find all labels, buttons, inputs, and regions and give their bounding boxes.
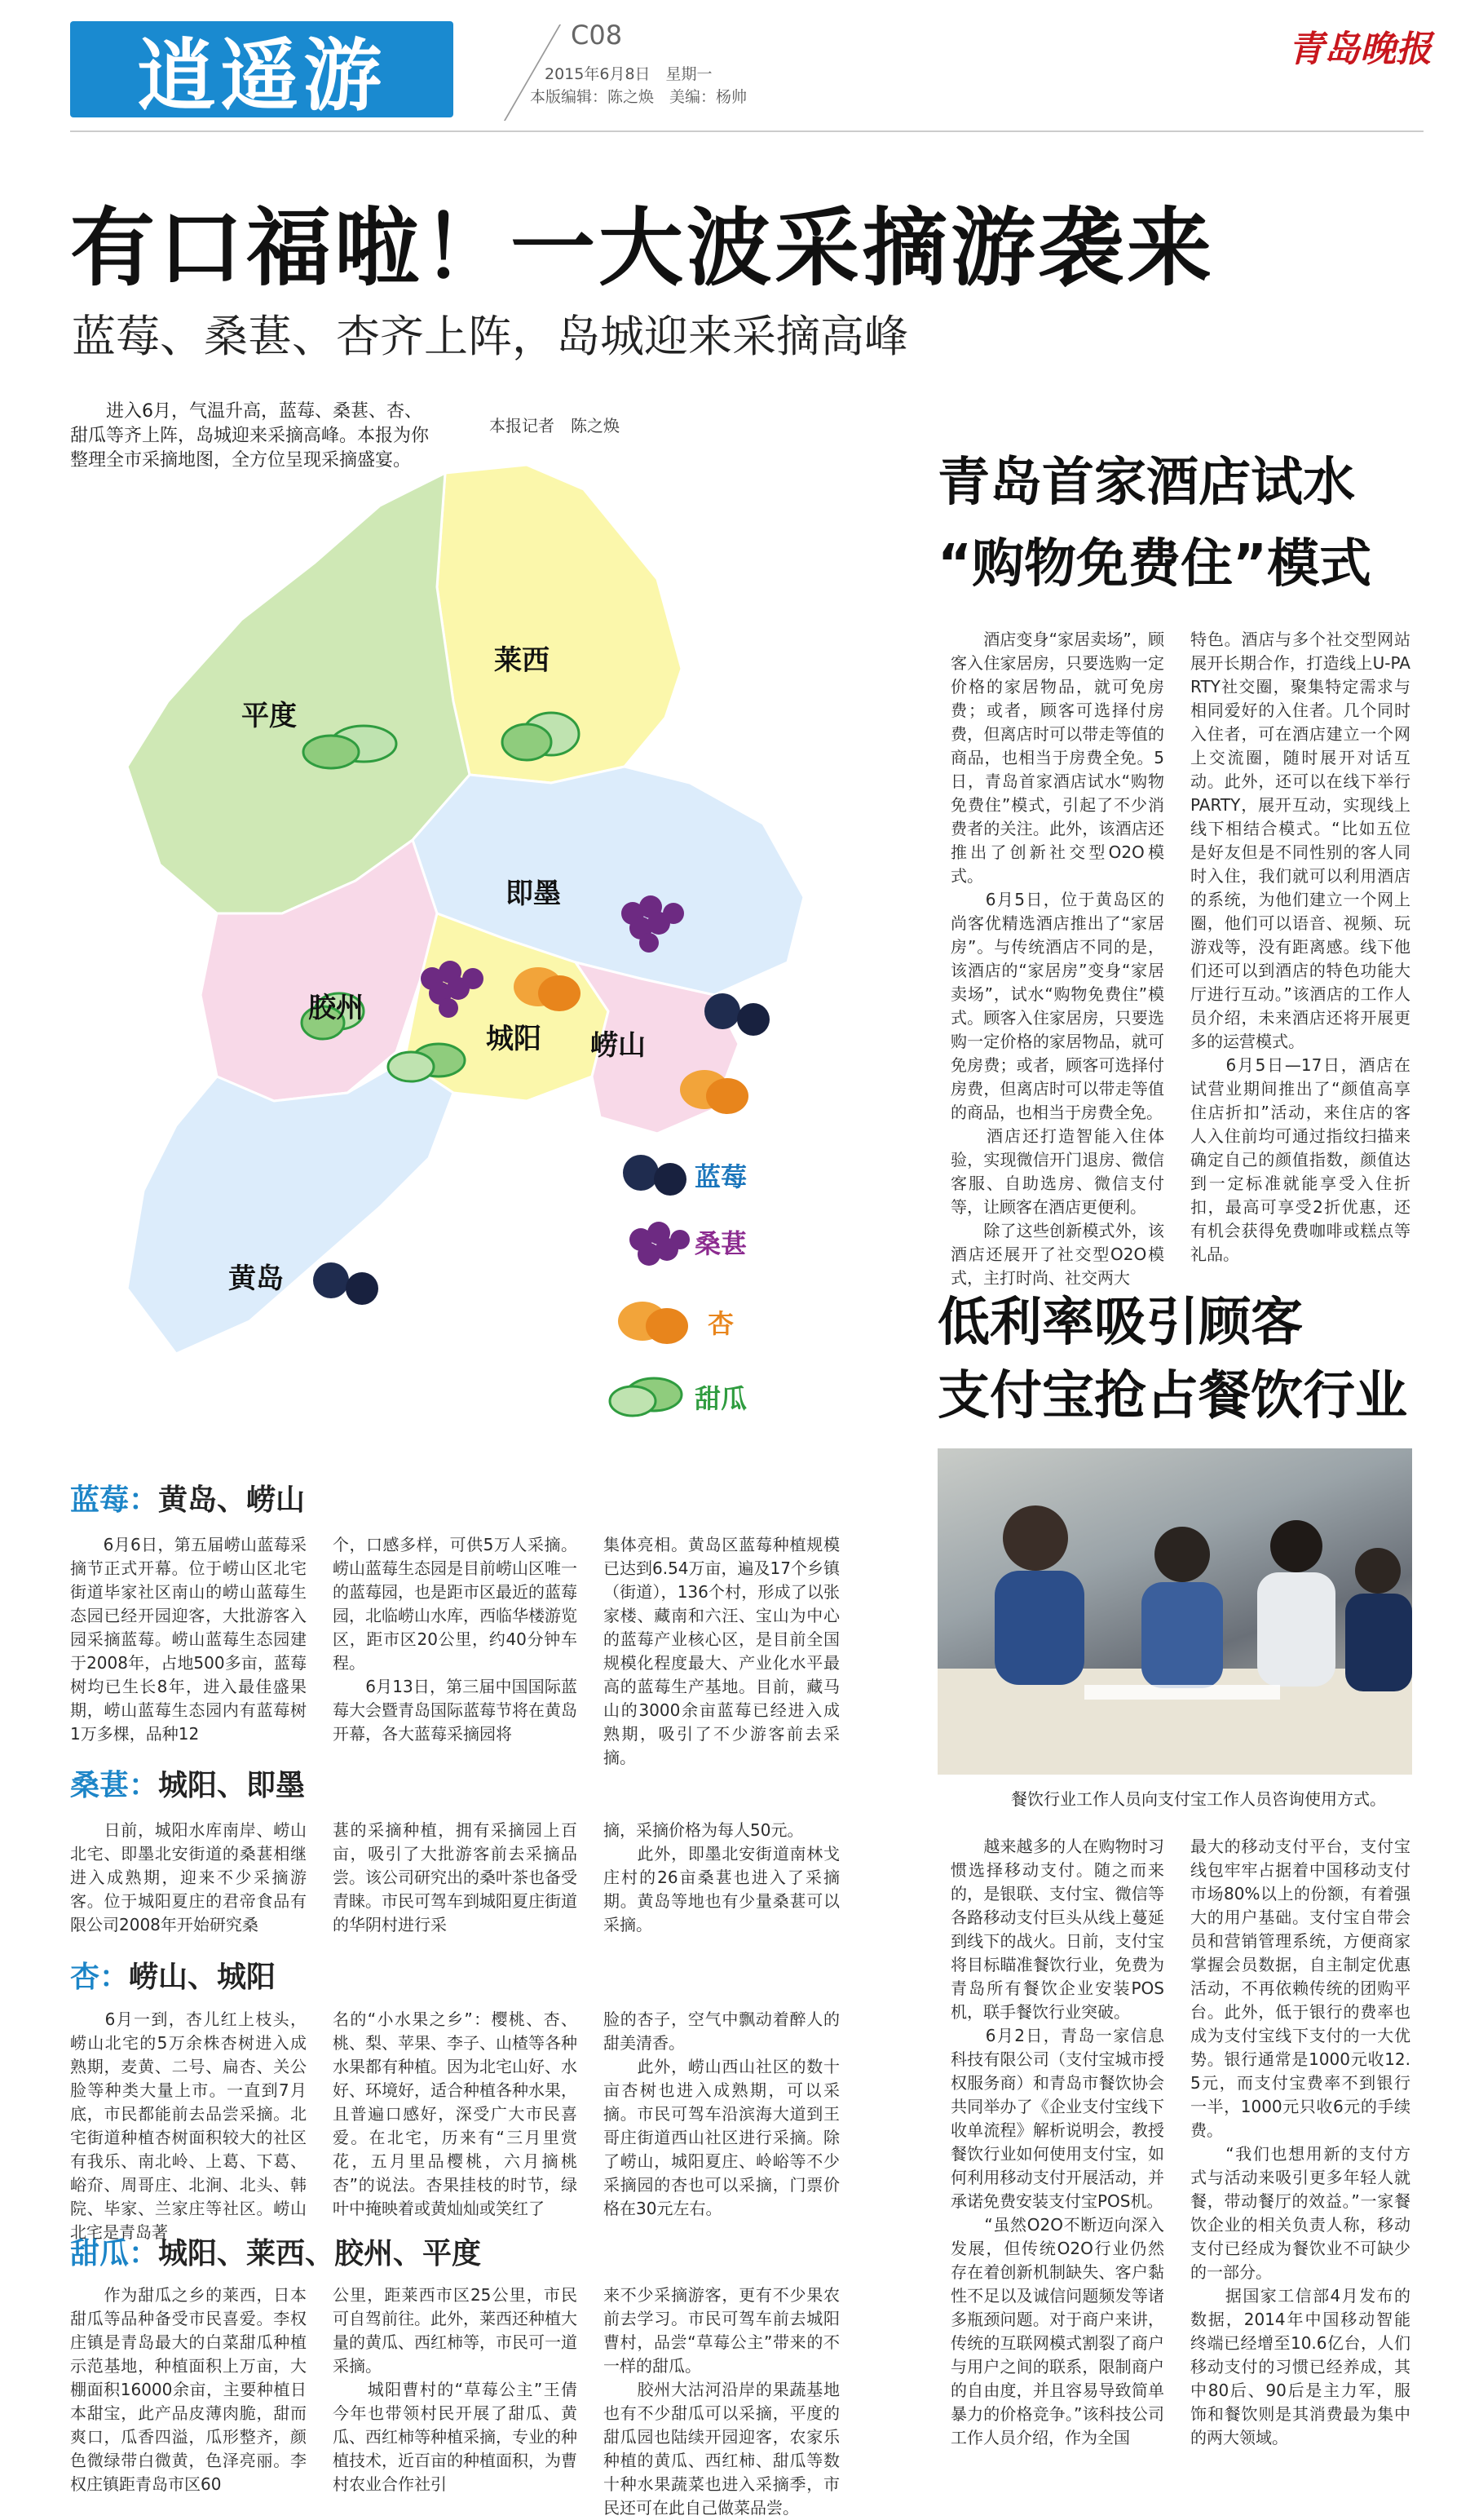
map-label-chengyang: 城阳 [486, 1023, 541, 1055]
section-blueberry-col3: 集体亮相。黄岛区蓝莓种植规模已达到6.54万亩，遍及17个乡镇（街道），136个村，形成了以张家楼、藏南和六汪、宝山为中心的蓝莓产业核心区，是目前全国规模化程度最大、产业化水平最高的蓝莓生产基地。目前，藏马山的3000余亩蓝莓已经进入成熟期，吸引了不少游客前去采摘。 [603, 1535, 840, 1767]
section-melon-col2: 公里，距莱西市区25公里，市民可自驾前往。此外，莱西还种植大量的黄瓜、西红柿等，市民可一道采摘。 城阳曹村的“草莓公主”王倩今年也带领村民开展了甜瓜、黄瓜、西红柿等种植采摘，专业的种植技术，近百亩的种植面积，为曹村农业合作社引 [333, 2285, 577, 2494]
legend-label-melon: 甜瓜 [695, 1383, 748, 1414]
map-label-huangdao: 黄岛 [228, 1262, 284, 1295]
map-icon-blueberry-huangdao [313, 1262, 378, 1305]
alipay-article-col2: 最大的移动支付平台，支付宝线包牢牢占据着中国移动支付市场80%以上的份额，有着强大的用户基础。支付宝自带会员和营销管理系统，方便商家掌握会员数据，自主制定优惠活动，不再依赖传统的团购平台。此外，低于银行的费率也成为支付宝线下支付的一大优势。银行通常是1000元收12.5元，而支付宝费率不到银行一半，1000元只收6元的手续费。 “我们也想用新的支付方式与活动来吸引更多年轻人就餐，带动餐厅的效益。”一家餐饮企业的相关负责人称，移动支付已经成为餐饮业不可缺少的一部分。 据国家工信部4月发布的数据，2014年中国移动智能终端已经增至10.6亿台，人们移动支付的习惯已经养成，其中80后、90后是主力军，服饰和餐饮则是其消费最为集中的两大领域。 [1190, 1837, 1410, 2447]
legend-icon-mulberry [629, 1222, 690, 1266]
section-mulberry-col1: 日前，城阳水库南岸、崂山北宅、即墨北安街道的桑葚相继进入成熟期，迎来不少采摘游客。位于城阳夏庄的君帝食品有限公司2008年开始研究桑 [70, 1820, 307, 1934]
section-mulberry-col3: 摘，采摘价格为每人50元。 此外，即墨北安街道南林戈庄村的26亩桑葚也进入了采摘期。黄岛等地也有少量桑葚可以采摘。 [603, 1820, 840, 1934]
section-blueberry-col1: 6月6日，第五届崂山蓝莓采摘节正式开幕。位于崂山区北宅街道毕家社区南山的崂山蓝莓生态园已经开园迎客，大批游客入园采摘蓝莓。崂山蓝莓生态园建于2008年，占地500多亩，蓝莓树均已生长8年，进入最佳盛果期，崂山蓝莓生态园内有蓝莓树1万多棵，品种12 [70, 1535, 307, 1744]
map-label-laixi: 莱西 [494, 644, 550, 677]
section-melon-col1: 作为甜瓜之乡的莱西，日本甜瓜等品种备受市民喜爱。李权庄镇是青岛最大的白菜甜瓜种植示范基地，种植面积上万亩，大棚面积16000余亩，主要种植日本甜宝，此产品皮薄肉脆，甜而爽口，瓜香四溢，瓜形整齐，颜色微绿带白微黄，色泽亮丽。李权庄镇距青岛市区60 [70, 2285, 307, 2494]
column-logo [70, 21, 453, 122]
section-value: 城阳、莱西、胶州、平度 [158, 2236, 482, 2270]
paper-name: 青岛晚报 [1288, 29, 1432, 70]
editors: 本版编辑：陈之焕 美编：杨帅 [530, 88, 748, 106]
section-value: 城阳、即墨 [158, 1768, 306, 1802]
article-photo [938, 1448, 1412, 1775]
legend-icon-blueberry [623, 1155, 686, 1196]
page-number: C08 [571, 20, 623, 51]
section-key: 甜瓜： [70, 2236, 159, 2270]
byline: 本报记者 陈之焕 [489, 416, 620, 435]
section-apricot-col3: 脸的杏子，空气中飘动着醉人的甜美清香。 此外，崂山西山社区的数十亩杏树也进入成熟期，可以采摘。市民可驾车沿滨海大道到王哥庄街道西山社区进行采摘。除了崂山，城阳夏庄、岭峪等不少采摘园的杏也可以采摘，门票价格在30元左右。 [603, 2009, 840, 2218]
legend-icon-melon [610, 1378, 682, 1416]
section-title-mulberry [70, 1762, 305, 1804]
legend-label-blueberry: 蓝莓 [695, 1161, 748, 1192]
map-label-pingdu: 平度 [241, 700, 297, 732]
map-label-laoshan: 崂山 [590, 1029, 646, 1062]
section-value: 黄岛、崂山 [158, 1483, 306, 1517]
header-rule [70, 130, 1424, 132]
section-apricot-col2: 名的“小水果之乡”：樱桃、杏、桃、梨、苹果、李子、山楂等各种水果都有种植。因为北宅山好、水好、环境好，适合种植各种水果，且普遍口感好，深受广大市民喜爱。在北宅，历来有“三月里赏花，五月里品樱桃，六月摘桃杏”的说法。杏果挂枝的时节，绿叶中掩映着或黄灿灿或笑红了 [333, 2009, 577, 2218]
legend-label-apricot: 杏 [708, 1308, 735, 1339]
hotel-article-col2: 特色。酒店与多个社交型网站展开长期合作，打造线上U-PARTY社交圈，聚集特定需求与相同爱好的入住者。几个同时入住者，可在酒店建立一个网上交流圈，随时展开对话互动。此外，还可以在线下举行PARTY，展开互动，实现线上线下相结合模式。“比如五位是好友但是不同性别的客人同时入住，我们就可以利用酒店的系统，为他们建立一个网上圈，他们可以语音、视频、玩游戏等，没有距离感。线下他们还可以到酒店的特色功能大厅进行互动。”该酒店的工作人员介绍，未来酒店还将开展更多的运营模式。 6月5日—17日，酒店在试营业期间推出了“颜值高享住店折扣”活动，来住店的客人入住前均可通过指纹扫描来确定自己的颜值指数，颜值达到一定标准就能享受入住折扣，最高可享受2折优惠，还有机会获得免费咖啡或糕点等礼品。 [1190, 630, 1410, 1264]
section-key: 杏： [70, 1960, 130, 1994]
map-region-huangdao [127, 1060, 453, 1354]
hotel-article-title-line1: 青岛首家酒店试水 [938, 453, 1355, 513]
hotel-article-title-line2: “购物免费住”模式 [938, 534, 1372, 595]
legend-label-mulberry: 桑葚 [695, 1228, 748, 1259]
section-key: 桑葚： [70, 1768, 159, 1802]
map-label-jiaozhou: 胶州 [308, 992, 364, 1024]
section-mulberry-col2: 葚的采摘种植，拥有采摘园上百亩，吸引了大批游客前去采摘品尝。该公司研究出的桑叶茶也备受青睐。市民可驾车到城阳夏庄街道的华阴村进行采 [333, 1820, 577, 1934]
section-title-blueberry [70, 1476, 305, 1519]
section-key: 蓝莓： [70, 1483, 159, 1517]
main-headline: 有口福啦！一大波采摘游袭来 [70, 198, 1216, 298]
section-melon-col3: 来不少采摘游客，更有不少果农前去学习。市民可驾车前去城阳曹村，品尝“草莓公主”带来的不一样的甜瓜。 胶州大沽河沿岸的果蔬基地也有不少甜瓜可以采摘，平度的甜瓜园也陆续开园迎客，农家乐种植的黄瓜、西红柿、甜瓜等数十种水果蔬菜也进入采摘季，市民还可在此自己做菜品尝。 [603, 2285, 840, 2518]
column-name: 逍遥游 [137, 29, 386, 122]
section-apricot-col1: 6月一到，杏儿红上枝头，崂山北宅的5万余株杏树进入成熟期，麦黄、二号、扁杏、关公脸等种类大量上市。一直到7月底，市民都能前去品尝采摘。北宅街道种植杏树面积较大的社区有我乐、南北岭、上葛、下葛、峪夼、周哥庄、北涧、北头、韩院、毕家、兰家庄等社区。崂山北宅是青岛著 [70, 2009, 307, 2242]
photo-people-illustration [938, 1448, 1412, 1775]
picking-map [70, 457, 942, 1435]
section-title-apricot [70, 1953, 276, 1996]
issue-date: 2015年6月8日 星期一 [545, 65, 713, 83]
hotel-article-col1: 酒店变身“家居卖场”，顾客入住家居房，只要选购一定价格的家居物品，就可免房费；或者，顾客可选择付房费，但离店时可以带走等值的商品，也相当于房费全免。5日，青岛首家酒店试水“购物免费住”模式，引起了不少消费者的关注。此外，该酒店还推出了创新社交型O2O模式。 6月5日，位于黄岛区的尚客优精选酒店推出了“家居房”。与传统酒店不同的是，该酒店的“家居房”变身“家居卖场”，试水“购物免费住”模式。顾客入住家居房，只要选购一定价格的家居物品，就可免房费；或者，顾客可选择付房费，但离店时可以带走等值的商品，也相当于房费全免。 酒店还打造智能入住体验，实现微信开门退房、微信客服、自助选房、微信支付等，让顾客在酒店更便利。 除了这些创新模式外，该酒店还展开了社交型O2O模式，主打时尚、社交两大 [951, 630, 1164, 1288]
section-title-melon [70, 2230, 481, 2272]
map-label-jimo: 即墨 [505, 878, 561, 910]
section-value: 崂山、城阳 [129, 1960, 276, 1994]
alipay-article-col1: 越来越多的人在购物时习惯选择移动支付。随之而来的，是银联、支付宝、微信等各路移动支付巨头从线上蔓延到线下的战火。日前，支付宝将目标瞄准餐饮行业，免费为青岛所有餐饮企业安装POS机，联手餐饮行业突破。 6月2日，青岛一家信息科技有限公司（支付宝城市授权服务商）和青岛市餐饮协会共同举办了《企业支付宝线下收单流程》解析说明会，教授餐饮行业如何使用支付宝，如何利用移动支付开展活动，并承诺免费安装支付宝POS机。 “虽然O2O不断迈向深入发展，但传统O2O行业仍然存在着创新机制缺失、客户黏性不足以及诚信问题频发等诸多瓶颈问题。对于商户来讲，传统的互联网模式割裂了商户与用户之间的联系，限制商户的自由度，并且容易导致简单暴力的价格竞争。”该科技公司工作人员介绍，作为全国 [951, 1837, 1164, 2447]
alipay-article-title-line1: 低利率吸引顾客 [938, 1293, 1303, 1353]
section-blueberry-col2: 个，口感多样，可供5万人采摘。崂山蓝莓生态园是目前崂山区唯一的蓝莓园，也是距市区最近的蓝莓园，北临崂山水库，西临华楼游览区，距市区20公里，约40分钟车程。 6月13日，第三届中国国际蓝莓大会暨青岛国际蓝莓节将在黄岛开幕，各大蓝莓采摘园将 [333, 1535, 577, 1744]
sub-headline: 蓝莓、桑葚、杏齐上阵，岛城迎来采摘高峰 [72, 311, 908, 362]
legend-icon-apricot [618, 1302, 688, 1344]
alipay-article-title-line2: 支付宝抢占餐饮行业 [938, 1366, 1407, 1426]
intro-text: 进入6月，气温升高，蓝莓、桑葚、杏、甜瓜等齐上阵，岛城迎来采摘高峰。本报为你整理全市采摘地图，全方位呈现采摘盛宴。 [70, 401, 430, 471]
photo-caption: 餐饮行业工作人员向支付宝工作人员咨询使用方式。 [1011, 1789, 1386, 1809]
